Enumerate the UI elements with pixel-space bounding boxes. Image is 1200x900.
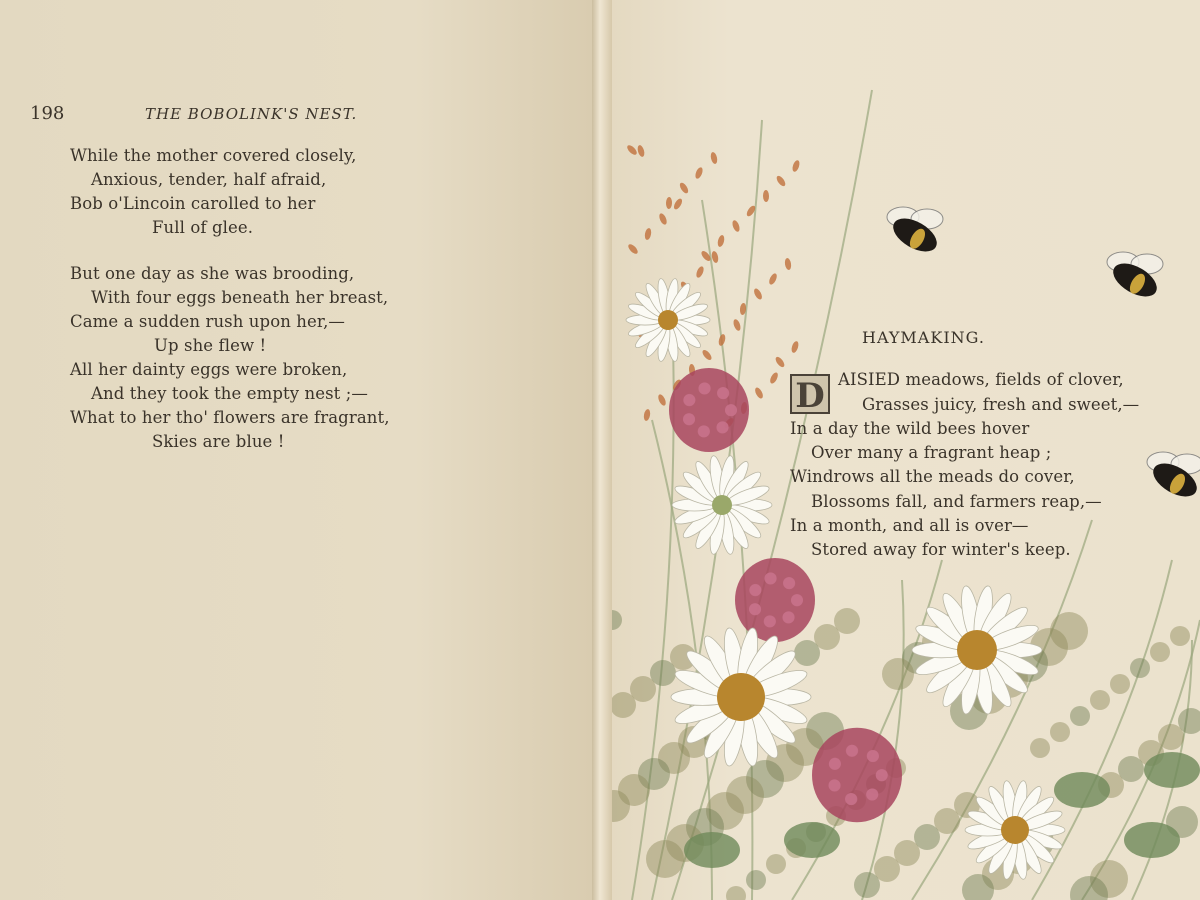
poem-line: Full of glee. xyxy=(152,218,254,237)
grass-seed xyxy=(636,144,645,157)
poem-title: HAYMAKING. xyxy=(862,328,985,347)
daisy-center xyxy=(717,673,765,721)
grass-seed xyxy=(627,243,640,256)
poem-line: Up she flew ! xyxy=(154,336,267,355)
grass-seed xyxy=(791,159,801,172)
grass-seed xyxy=(657,393,668,406)
grass-seed xyxy=(678,181,690,194)
clover-floret xyxy=(749,603,761,615)
grass-seed xyxy=(626,144,639,157)
poem-line: Bob o'Lincoin carolled to her xyxy=(70,194,316,213)
foliage xyxy=(1170,626,1190,646)
daisy-center xyxy=(1001,816,1029,844)
foliage xyxy=(854,872,880,898)
daisy-center xyxy=(712,495,732,515)
grass-seed xyxy=(731,219,741,232)
foliage xyxy=(766,854,786,874)
clover-floret xyxy=(876,769,888,781)
foliage xyxy=(1030,738,1050,758)
grass-blade xyxy=(632,300,674,900)
grass-seed xyxy=(695,265,705,278)
foliage xyxy=(726,886,746,900)
clover-floret xyxy=(749,584,761,596)
grass-seed xyxy=(754,386,765,399)
clover-floret xyxy=(845,793,857,805)
clover-floret xyxy=(765,572,777,584)
grass-seed xyxy=(718,333,727,346)
clover-floret xyxy=(782,611,794,623)
grass-seed xyxy=(643,409,651,422)
running-header: THE BOBOLINK'S NEST. xyxy=(145,105,358,123)
poem-line: And they took the empty nest ;— xyxy=(91,384,369,403)
foliage xyxy=(746,870,766,890)
clover-floret xyxy=(846,745,858,757)
foliage xyxy=(646,840,684,878)
clover-floret xyxy=(683,394,695,406)
grass-seed xyxy=(666,197,672,209)
grass-seed xyxy=(717,234,726,247)
clover-floret xyxy=(683,413,695,425)
clover-floret xyxy=(791,594,803,606)
foliage xyxy=(1130,658,1150,678)
grass-seed xyxy=(774,355,786,368)
foliage xyxy=(882,658,914,690)
daisy-center xyxy=(957,630,997,670)
foliage xyxy=(1110,674,1130,694)
poem-line: In a day the wild bees hover xyxy=(790,419,1030,438)
book-gutter xyxy=(592,0,612,900)
grass-seed xyxy=(701,348,713,361)
poem-line: Came a sudden rush upon her,— xyxy=(70,312,346,331)
grass-seed xyxy=(672,197,683,210)
grass-seed xyxy=(769,371,780,384)
poem-line: Blossoms fall, and farmers reap,— xyxy=(811,492,1102,511)
poem-line: In a month, and all is over— xyxy=(790,516,1029,535)
grass-seed xyxy=(775,174,787,187)
clover-floret xyxy=(725,404,737,416)
grass-seed xyxy=(694,166,704,179)
poem-line: AISIED meadows, fields of clover, xyxy=(838,370,1124,389)
clover-leaf xyxy=(1054,772,1110,808)
clover-floret xyxy=(783,577,795,589)
clover-floret xyxy=(699,382,711,394)
clover-floret xyxy=(716,421,728,433)
poem-line: While the mother covered closely, xyxy=(70,146,357,165)
grass-seed xyxy=(768,272,779,285)
clover-leaf xyxy=(784,822,840,858)
grass-seed xyxy=(784,258,792,271)
grass-seed xyxy=(790,340,799,353)
drop-cap: D xyxy=(790,374,830,414)
daisy-center xyxy=(658,310,678,330)
clover-floret xyxy=(717,387,729,399)
foliage xyxy=(612,610,622,630)
poem-line: Stored away for winter's keep. xyxy=(811,540,1071,559)
poem-line: But one day as she was brooding, xyxy=(70,264,355,283)
foliage xyxy=(794,640,820,666)
grass-seed xyxy=(752,287,763,300)
clover-leaf xyxy=(1124,822,1180,858)
right-page xyxy=(612,0,1200,900)
grass-seed xyxy=(644,228,652,241)
foliage xyxy=(1150,642,1170,662)
foliage xyxy=(1090,690,1110,710)
poem-line: What to her tho' flowers are fragrant, xyxy=(70,408,390,427)
poem-line: Over many a fragrant heap ; xyxy=(811,443,1052,462)
grass-seed xyxy=(658,212,668,225)
grass-seed xyxy=(763,190,769,202)
clover-leaf xyxy=(1144,752,1200,788)
poem-line: Skies are blue ! xyxy=(152,432,285,451)
grass-seed xyxy=(710,151,719,164)
clover-floret xyxy=(764,615,776,627)
poem-line: With four eggs beneath her breast, xyxy=(91,288,389,307)
clover-floret xyxy=(829,758,841,770)
clover-floret xyxy=(867,750,879,762)
page-number: 198 xyxy=(30,103,65,124)
clover-floret xyxy=(828,779,840,791)
red-clover xyxy=(812,728,902,823)
clover-floret xyxy=(698,425,710,437)
foliage xyxy=(1070,706,1090,726)
clover-floret xyxy=(866,789,878,801)
poem-line: Grasses juicy, fresh and sweet,— xyxy=(862,395,1140,414)
clover-leaf xyxy=(684,832,740,868)
grass-seed xyxy=(732,318,742,331)
poem-line: Windrows all the meads do cover, xyxy=(790,467,1075,486)
foliage xyxy=(1050,722,1070,742)
poem-line: Anxious, tender, half afraid, xyxy=(91,170,327,189)
poem-line: All her dainty eggs were broken, xyxy=(70,360,348,379)
left-page xyxy=(0,0,592,900)
